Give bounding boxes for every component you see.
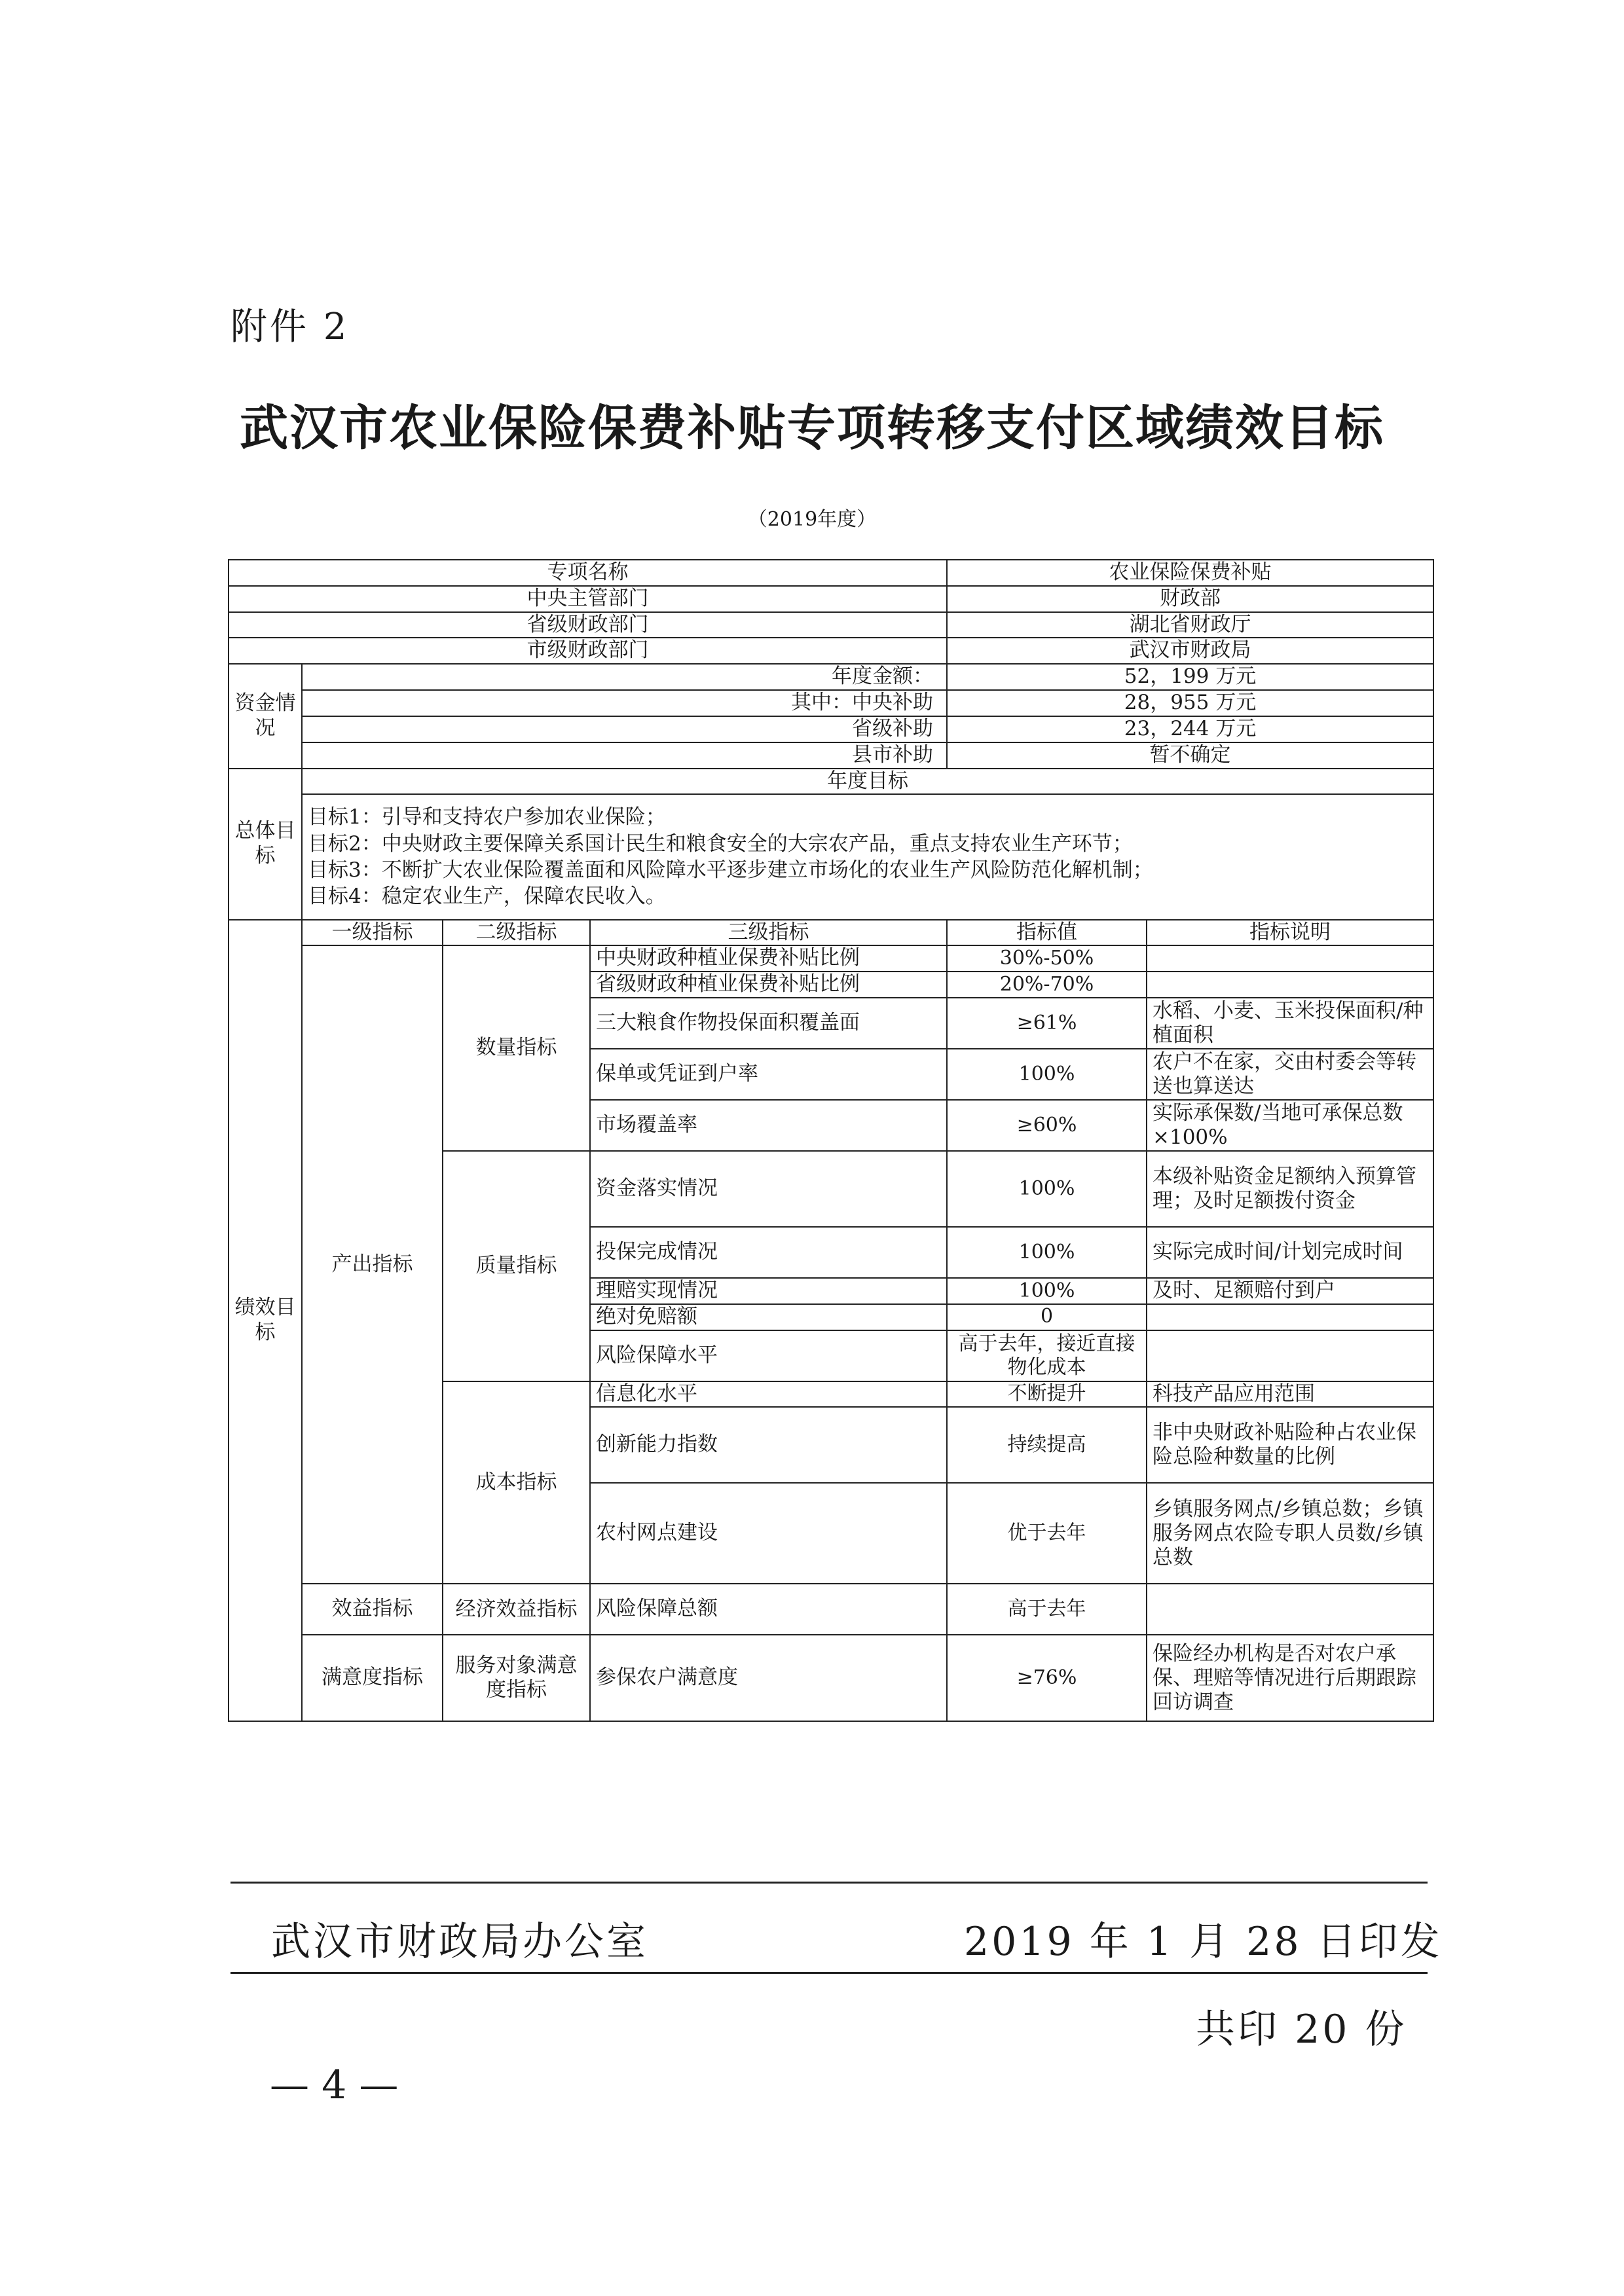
indicator-value: 100% <box>947 1227 1147 1278</box>
indicator-note: 农户不在家，交由村委会等转送也算送达 <box>1147 1049 1433 1100</box>
table-row <box>229 794 1433 919</box>
table-row <box>229 560 1433 586</box>
table-row <box>229 1635 1433 1721</box>
prov-dept: 湖北省财政厅 <box>947 612 1433 638</box>
indicator-value: 高于去年 <box>947 1584 1147 1635</box>
overall-goals <box>302 794 1433 919</box>
indicator-name: 风险保障水平 <box>590 1330 947 1381</box>
attachment-label: 附件 2 <box>231 306 350 348</box>
funds-group-label: 资金情况 <box>229 664 302 768</box>
goal-1: 目标1：引导和支持农户参加农业保险； <box>308 805 666 829</box>
indicator-note: 实际承保数/当地可承保总数×100% <box>1147 1100 1433 1151</box>
goal-3: 目标3：不断扩大农业保险覆盖面和风险障水平逐步建立市场化的农业生产风险防范化解机制； <box>308 858 1153 882</box>
goal-4: 目标4：稳定农业生产，保障农民收入。 <box>308 884 666 909</box>
overall-header: 年度目标 <box>302 769 1433 795</box>
indicator-name: 信息化水平 <box>590 1381 947 1408</box>
l2-economic: 经济效益指标 <box>443 1584 590 1635</box>
indicator-note: 非中央财政补贴险种占农业保险总险种数量的比例 <box>1147 1407 1433 1483</box>
funds-annual-label: 年度金额： <box>302 664 947 690</box>
indicator-note <box>1147 972 1433 998</box>
indicator-name: 参保农户满意度 <box>590 1635 947 1721</box>
table-row <box>229 945 1433 972</box>
funds-prov-value: 23，244 万元 <box>947 716 1433 742</box>
indicator-value: 100% <box>947 1151 1147 1227</box>
table-row <box>229 586 1433 612</box>
footer-divider-top <box>231 1882 1428 1884</box>
header-note: 指标说明 <box>1147 920 1433 946</box>
table-row <box>229 742 1433 769</box>
l1-benefit: 效益指标 <box>302 1584 443 1635</box>
l2-quality: 质量指标 <box>443 1151 590 1381</box>
indicator-value: ≥61% <box>947 998 1147 1049</box>
table-row <box>229 664 1433 690</box>
table-row <box>229 716 1433 742</box>
indicator-name: 农村网点建设 <box>590 1483 947 1584</box>
indicator-name: 市场覆盖率 <box>590 1100 947 1151</box>
project-name-label: 专项名称 <box>229 560 947 586</box>
indicator-note: 保险经办机构是否对农户承保、理赔等情况进行后期跟踪回访调查 <box>1147 1635 1433 1721</box>
indicator-value: 高于去年，接近直接物化成本 <box>947 1330 1147 1381</box>
indicator-value: 20%-70% <box>947 972 1147 998</box>
table-row <box>229 690 1433 716</box>
prov-dept-label: 省级财政部门 <box>229 612 947 638</box>
performance-table <box>228 559 1434 1722</box>
funds-central-value: 28，955 万元 <box>947 690 1433 716</box>
overall-group-label: 总体目标 <box>229 769 302 920</box>
indicator-value: 100% <box>947 1049 1147 1100</box>
indicator-note: 及时、足额赔付到户 <box>1147 1278 1433 1304</box>
issue-date: 2019 年 1 月 28 日印发 <box>964 1919 1443 1965</box>
issuing-office: 武汉市财政局办公室 <box>271 1919 648 1965</box>
header-level3: 三级指标 <box>590 920 947 946</box>
table-row <box>229 638 1433 664</box>
funds-prov-label: 省级补助 <box>302 716 947 742</box>
indicator-value: ≥60% <box>947 1100 1147 1151</box>
indicator-value: ≥76% <box>947 1635 1147 1721</box>
indicator-name: 保单或凭证到户率 <box>590 1049 947 1100</box>
copies-count: 共印 20 份 <box>1196 2007 1407 2052</box>
indicator-value: 0 <box>947 1304 1147 1330</box>
indicator-name: 省级财政种植业保费补贴比例 <box>590 972 947 998</box>
indicator-note <box>1147 1584 1433 1635</box>
table-row <box>229 769 1433 795</box>
indicator-name: 中央财政种植业保费补贴比例 <box>590 945 947 972</box>
central-dept: 财政部 <box>947 586 1433 612</box>
page-title: 武汉市农业保险保费补贴专项转移支付区域绩效目标 <box>240 400 1384 456</box>
indicator-note <box>1147 1304 1433 1330</box>
indicator-name: 绝对免赔额 <box>590 1304 947 1330</box>
indicator-value: 100% <box>947 1278 1147 1304</box>
indicator-name: 理赔实现情况 <box>590 1278 947 1304</box>
indicator-value: 不断提升 <box>947 1381 1147 1408</box>
l2-cost: 成本指标 <box>443 1381 590 1584</box>
indicator-name: 创新能力指数 <box>590 1407 947 1483</box>
l2-service: 服务对象满意度指标 <box>443 1635 590 1721</box>
project-name: 农业保险保费补贴 <box>947 560 1433 586</box>
indicator-note: 乡镇服务网点/乡镇总数；乡镇服务网点农险专职人员数/乡镇总数 <box>1147 1483 1433 1584</box>
indicator-note <box>1147 1330 1433 1381</box>
indicator-value: 持续提高 <box>947 1407 1147 1483</box>
indicator-value: 30%-50% <box>947 945 1147 972</box>
perf-group-label: 绩效目标 <box>229 920 302 1722</box>
table-row <box>229 1584 1433 1635</box>
l2-quantity: 数量指标 <box>443 945 590 1151</box>
indicator-name: 风险保障总额 <box>590 1584 947 1635</box>
indicator-name: 投保完成情况 <box>590 1227 947 1278</box>
indicator-name: 三大粮食作物投保面积覆盖面 <box>590 998 947 1049</box>
funds-annual-value: 52，199 万元 <box>947 664 1433 690</box>
footer-divider-bottom <box>231 1972 1428 1974</box>
l1-satisfaction: 满意度指标 <box>302 1635 443 1721</box>
indicator-note: 实际完成时间/计划完成时间 <box>1147 1227 1433 1278</box>
indicator-value: 优于去年 <box>947 1483 1147 1584</box>
fiscal-year: （2019年度） <box>747 508 877 531</box>
header-level1: 一级指标 <box>302 920 443 946</box>
city-dept-label: 市级财政部门 <box>229 638 947 664</box>
page-number: — 4 — <box>270 2062 399 2108</box>
indicator-note: 水稻、小麦、玉米投保面积/种植面积 <box>1147 998 1433 1049</box>
goal-2: 目标2：中央财政主要保障关系国计民生和粮食安全的大宗农产品，重点支持农业生产环节； <box>308 831 1133 856</box>
indicator-note: 本级补贴资金足额纳入预算管理；及时足额拨付资金 <box>1147 1151 1433 1227</box>
header-level2: 二级指标 <box>443 920 590 946</box>
header-value: 指标值 <box>947 920 1147 946</box>
indicator-note <box>1147 945 1433 972</box>
funds-county-label: 县市补助 <box>302 742 947 769</box>
l1-output: 产出指标 <box>302 945 443 1584</box>
table-row <box>229 920 1433 946</box>
funds-central-label: 其中：中央补助 <box>302 690 947 716</box>
central-dept-label: 中央主管部门 <box>229 586 947 612</box>
indicator-name: 资金落实情况 <box>590 1151 947 1227</box>
indicator-note: 科技产品应用范围 <box>1147 1381 1433 1408</box>
funds-county-value: 暂不确定 <box>947 742 1433 769</box>
table-row <box>229 612 1433 638</box>
city-dept: 武汉市财政局 <box>947 638 1433 664</box>
